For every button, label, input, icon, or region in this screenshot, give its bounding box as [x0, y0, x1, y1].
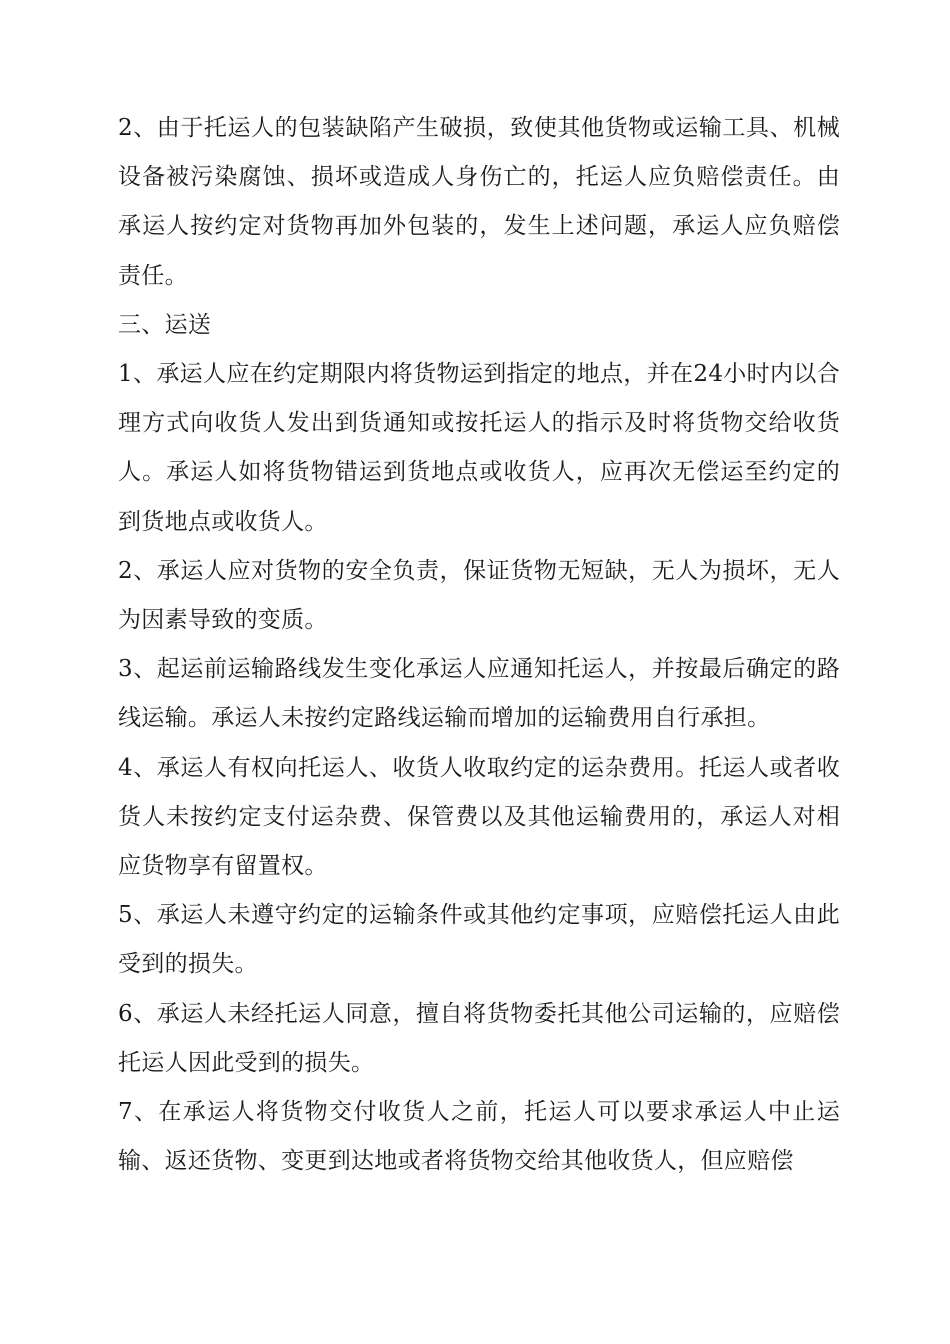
paragraph-route-change: 3、起运前运输路线发生变化承运人应通知托运人，并按最后确定的路线运输。承运人未按约定路线运输而增加的运输费用自行承担。	[118, 656, 840, 732]
paragraph-shipper-change-request: 7、在承运人将货物交付收货人之前，托运人可以要求承运人中止运输、返还货物、变更到达地或者将货物交给其他收货人，但应赔偿	[118, 1099, 840, 1175]
paragraph-freight-fees-lien: 4、承运人有权向托运人、收货人收取约定的运杂费用。托运人或者收货人未按约定支付运杂费、保管费以及其他运输费用的，承运人对相应货物享有留置权。	[118, 754, 840, 880]
document-body	[118, 104, 840, 1186]
section-heading-transport: 三、运送	[118, 311, 212, 338]
paragraph-packaging-defect-liability: 2、由于托运人的包装缺陷产生破损，致使其他货物或运输工具、机械设备被污染腐蚀、损坏或造成人身伤亡的，托运人应负赔偿责任。由承运人按约定对货物再加外包装的，发生上述问题，承运人应负赔偿责任。	[118, 115, 840, 289]
paragraph-breach-conditions: 5、承运人未遵守约定的运输条件或其他约定事项，应赔偿托运人由此受到的损失。	[118, 902, 840, 978]
paragraph-cargo-safety: 2、承运人应对货物的安全负责，保证货物无短缺，无人为损坏，无人为因素导致的变质。	[118, 557, 840, 634]
paragraph-subcontracting: 6、承运人未经托运人同意，擅自将货物委托其他公司运输的，应赔偿托运人因此受到的损失。	[118, 1000, 840, 1076]
paragraph-delivery-deadline: 1、承运人应在约定期限内将货物运到指定的地点，并在24小时内以合理方式向收货人发出到货通知或按托运人的指示及时将货物交给收货人。承运人如将货物错运到货地点或收货人，应再次无偿运至约定的到货地点或收货人。	[118, 361, 840, 535]
